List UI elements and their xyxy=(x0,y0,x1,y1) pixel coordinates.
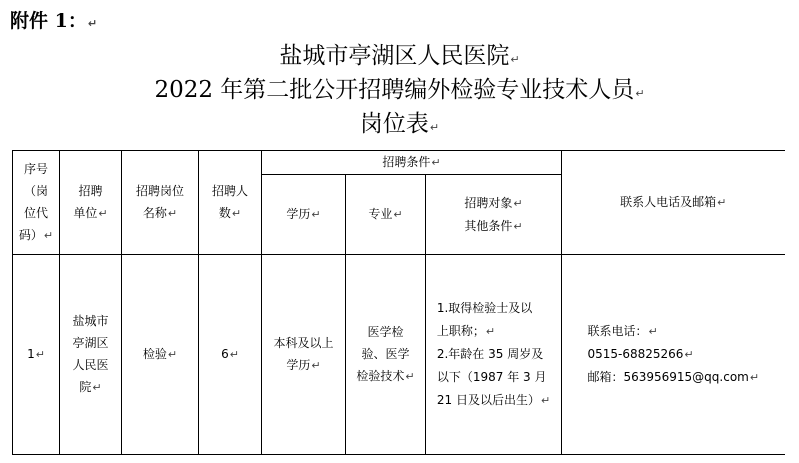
cell-contact: 联系电话：↵ 0515-68825266↵ 邮箱：563956915@qq.com↵ xyxy=(562,255,785,455)
cell-education: 本科及以上 学历↵ xyxy=(262,255,346,455)
cell-seq: 1↵ xyxy=(13,255,60,455)
header-conditions: 招聘条件↵ xyxy=(262,151,562,175)
header-unit: 招聘 单位↵ xyxy=(60,151,122,255)
cell-post-name: 检验↵ xyxy=(122,255,199,455)
title-line-table: 岗位表↵ xyxy=(359,111,440,137)
table-row xyxy=(13,255,785,455)
header-contact: 联系人电话及邮箱↵ xyxy=(562,151,785,255)
attachment-label: 附件 1：↵ xyxy=(10,10,98,32)
cell-unit: 盐城市 亭湖区 人民医 院↵ xyxy=(60,255,122,455)
header-seq: 序号 （岗 位代 码）↵ xyxy=(13,151,60,255)
position-table xyxy=(12,150,785,455)
header-major: 专业↵ xyxy=(346,175,426,255)
cell-major: 医学检 验、医学 检验技术↵ xyxy=(346,255,426,455)
cell-requirements: 1.取得检验士及以 上职称；↵ 2.年龄在 35 周岁及 以下（1987 年 3 月 21 日及以后出生）↵ xyxy=(426,255,562,455)
cell-count: 6↵ xyxy=(199,255,262,455)
document-title xyxy=(0,41,799,143)
header-education: 学历↵ xyxy=(262,175,346,255)
header-count: 招聘人 数↵ xyxy=(199,151,262,255)
title-line-recruitment: 2022 年第二批公开招聘编外检验专业技术人员↵ xyxy=(154,77,645,103)
header-post-name: 招聘岗位 名称↵ xyxy=(122,151,199,255)
title-line-hospital: 盐城市亭湖区人民医院↵ xyxy=(279,43,520,69)
header-target: 招聘对象↵ 其他条件↵ xyxy=(426,175,562,255)
